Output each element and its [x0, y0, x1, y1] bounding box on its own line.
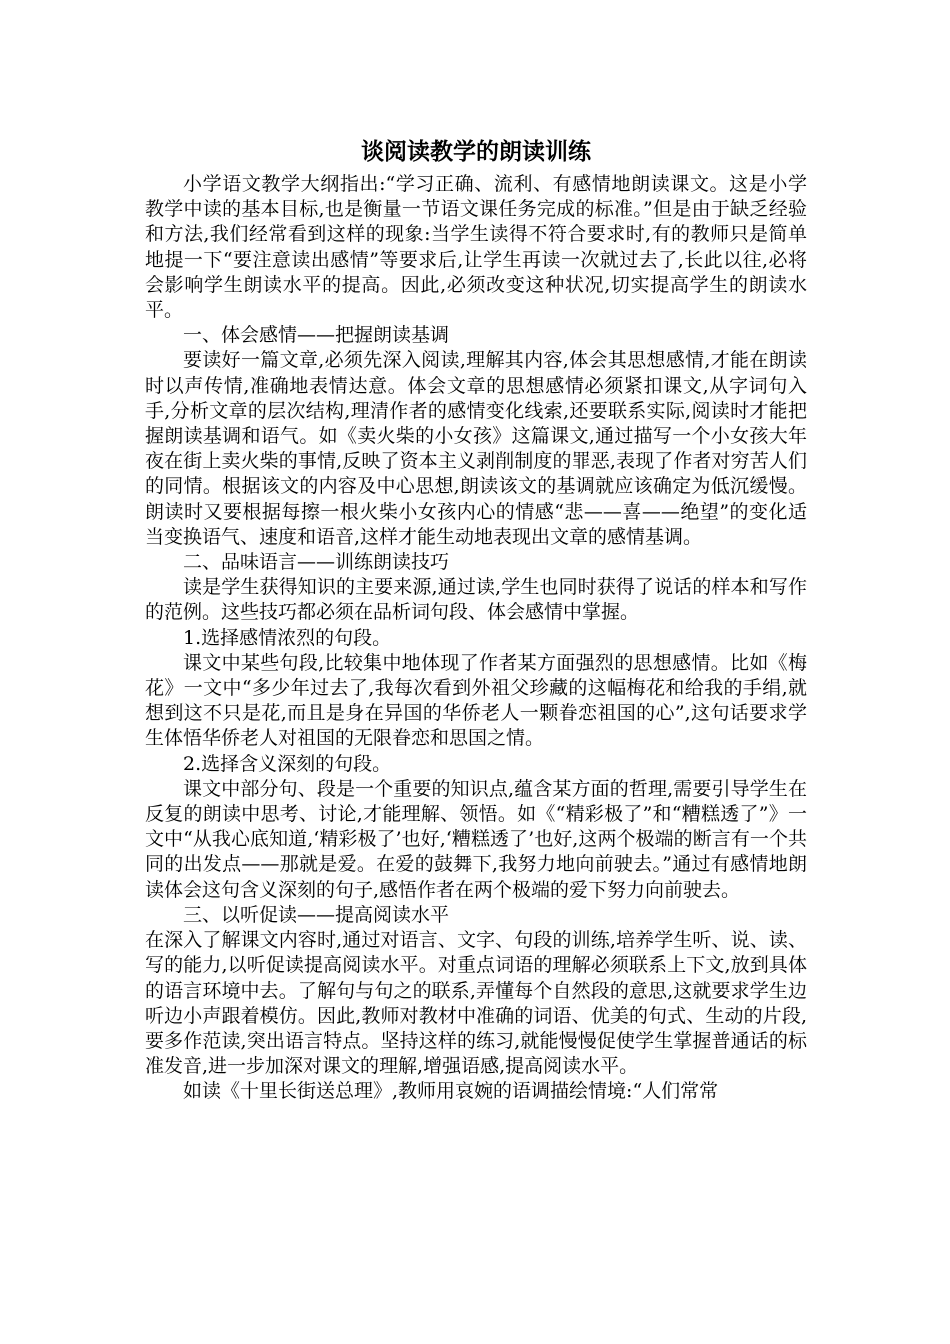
paragraph-section-3: 在深入了解课文内容时,通过对语言、文字、句段的训练,培养学生听、说、读、写的能力,以听促读提高阅读水平。对重点词语的理解必须联系上下文,放到具体的语言环境中去。了解句与句之的联系,弄懂每个自然段的意思,这就要求学生边听边小声跟着模仿。因此,教师对教材中准确的词语、优美的句式、生动的片段,要多作范读,突出语言特点。坚持这样的练习,就能慢慢促使学生掌握普通话的标准发音,进一步加深对课文的理解,增强语感,提高阅读水平。 [145, 929, 807, 1078]
paragraph-section-2: 读是学生获得知识的主要来源,通过读,学生也同时获得了说话的样本和写作的范例。这些技巧都必须在品析词句段、体会感情中掌握。 [145, 576, 807, 624]
document-page [145, 134, 807, 1105]
paragraph-subsection-2-2: 课文中部分句、段是一个重要的知识点,蕴含某方面的哲理,需要引导学生在反复的朗读中思考、讨论,才能理解、领悟。如《“精彩极了”和“糟糕透了”》一文中“从我心底知道,‘精彩极了’也好,‘糟糕透了’也好,这两个极端的断言有一个共同的出发点——那就是爱。在爱的鼓舞下,我努力地向前驶去。”通过有感情地朗读体会这句含义深刻的句子,感悟作者在两个极端的爱下努力向前驶去。 [145, 777, 807, 901]
paragraph-subsection-2-1: 课文中某些句段,比较集中地体现了作者某方面强烈的思想感情。比如《梅花》一文中“多少年过去了,我每次看到外祖父珍藏的这幅梅花和给我的手绢,就想到这不只是花,而且是身在异国的华侨老人一颗眷恋祖国的心”,这句话要求学生体悟华侨老人对祖国的无限眷恋和思国之情。 [145, 651, 807, 750]
paragraph-intro: 小学语文教学大纲指出:“学习正确、流利、有感情地朗读课文。这是小学教学中读的基本目标,也是衡量一节语文课任务完成的标准。”但是由于缺乏经验和方法,我们经常看到这样的现象:当学生读得不符合要求时,有的教师只是简单地提一下“要注意读出感情”等要求后,让学生再读一次就过去了,长此以往,必将会影响学生朗读水平的提高。因此,必须改变这种状况,切实提高学生的朗读水平。 [145, 173, 807, 322]
document-title: 谈阅读教学的朗读训练 [361, 138, 591, 165]
paragraph-section-1: 要读好一篇文章,必须先深入阅读,理解其内容,体会其思想感情,才能在朗读时以声传情,准确地表情达意。体会文章的思想感情必须紧扣课文,从字词句入手,分析文章的层次结构,理清作者的感情变化线索,还要联系实际,阅读时才能把握朗读基调和语气。如《卖火柴的小女孩》这篇课文,通过描写一个小女孩大年夜在街上卖火柴的事情,反映了资本主义剥削制度的罪恶,表现了作者对穷苦人们的同情。根据该文的内容及中心思想,朗读该文的基调就应该确定为低沉缓慢。朗读时又要根据每擦一根火柴小女孩内心的情感“悲——喜——绝望”的变化适当变换语气、速度和语音,这样才能生动地表现出文章的感情基调。 [145, 349, 807, 548]
section-heading-1: 一、体会感情——把握朗读基调 [183, 324, 450, 347]
subheading-2-2: 2.选择含义深刻的句段。 [183, 752, 392, 775]
section-heading-3: 三、以听促读——提高阅读水平 [183, 903, 450, 926]
section-heading-2: 二、品味语言——训练朗读技巧 [183, 551, 450, 574]
paragraph-section-3-example: 如读《十里长街送总理》,教师用哀婉的语调描绘情境:“人们常常 [183, 1080, 719, 1103]
subheading-2-1: 1.选择感情浓烈的句段。 [183, 626, 392, 649]
